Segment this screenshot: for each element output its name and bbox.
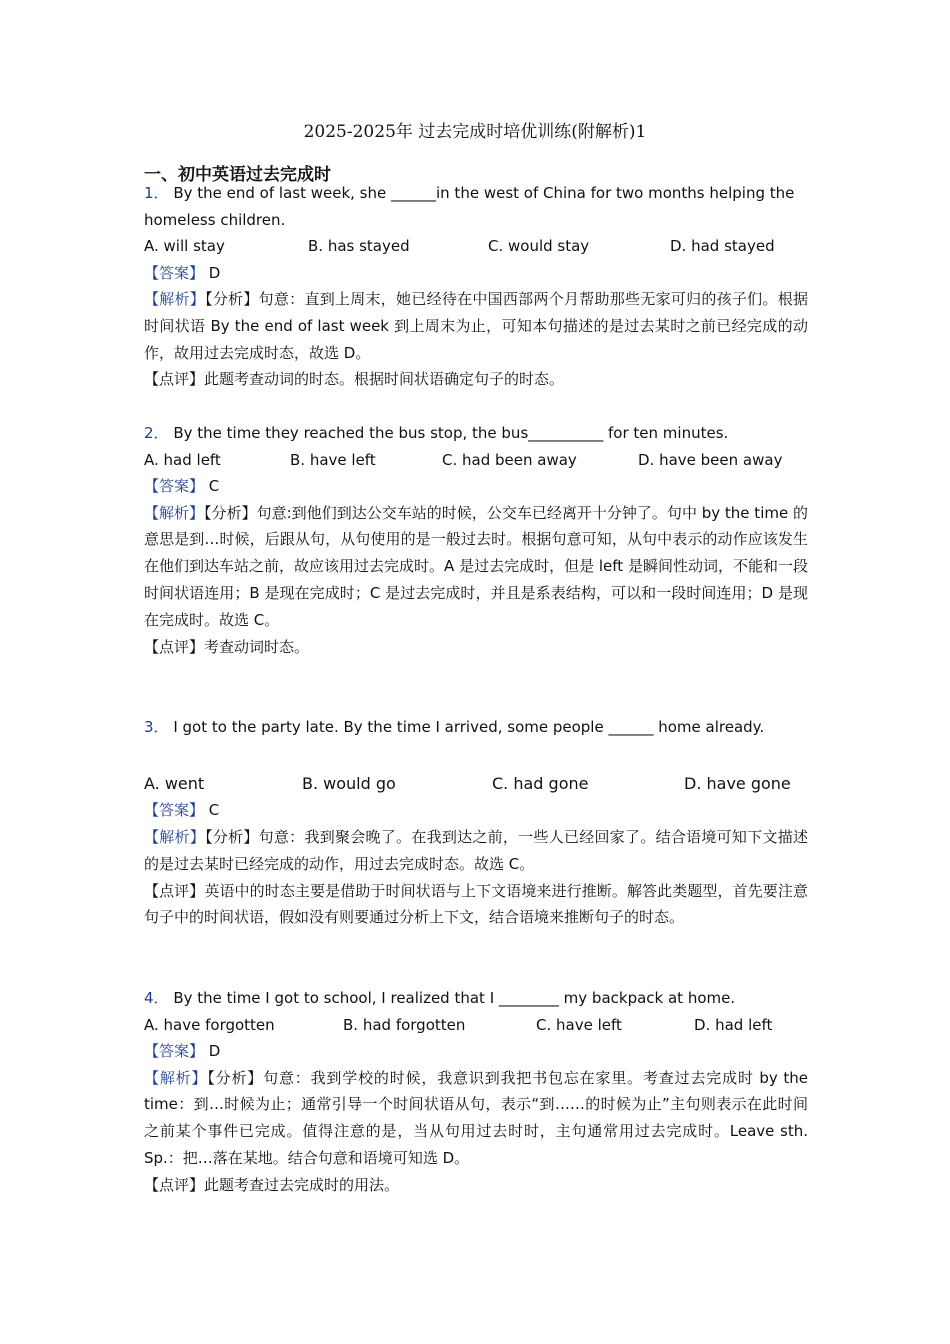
question-stem bbox=[144, 985, 808, 1012]
analysis-block bbox=[144, 824, 808, 878]
answer-value: C bbox=[208, 477, 220, 496]
answer-label: 【答案】 bbox=[144, 477, 205, 496]
answer-label: 【答案】 bbox=[144, 801, 205, 820]
options-row bbox=[144, 233, 808, 260]
comment-line: 【点评】考查动词时态。 bbox=[144, 637, 310, 656]
analysis-text: 【分析】句意：我到学校的时候，我意识到我把书包忘在家里。考查过去完成时 by the time：到…时候为止；通常引导一个时间状语从句，表示“到……的时候为止”主句则表示在此时间之前某个事件已完成。值得注意的是，当从句用过去时时，主句通常用过去完成时。Leave sth. Sp.：把…落在某地。结合句意和语境可知选 D。 bbox=[144, 1068, 808, 1168]
question-stem bbox=[144, 420, 808, 447]
analysis-label: 【解析】 bbox=[144, 290, 206, 308]
option-d: D. had left bbox=[694, 1015, 773, 1034]
answer-line bbox=[144, 260, 808, 287]
analysis-text: 【分析】句意:到他们到达公交车站的时候，公交车已经离开十分钟了。句中 by the time 的意思是到…时候，后跟从句，从句使用的是一般过去时。根据句意可知，从句中表示的动作应该发生在他们到达车站之前，故应该用过去完成时。A 是过去完成时，但是 left 是瞬间性动词，不能和一段时间状语连用；B 是现在完成时；C 是过去完成时，并且是系表结构，可以和一段时间连用；D 是现在完成时。故选 C。 bbox=[144, 503, 808, 629]
comment-line: 【点评】此题考查过去完成时的用法。 bbox=[144, 1175, 400, 1194]
answer-label: 【答案】 bbox=[144, 1042, 205, 1061]
analysis-block bbox=[144, 1065, 808, 1172]
answer-value: D bbox=[208, 263, 221, 282]
option-d: D. have gone bbox=[684, 773, 791, 793]
question-stem bbox=[144, 180, 808, 233]
comment-line: 【点评】此题考查动词的时态。根据时间状语确定句子的时态。 bbox=[144, 370, 565, 389]
answer-line bbox=[144, 797, 808, 824]
option-d: D. have been away bbox=[638, 450, 783, 469]
question-list bbox=[144, 180, 808, 1199]
option-a: A. had left bbox=[144, 450, 221, 469]
question-text: By the time they reached the bus stop, the bus__________ for ten minutes. bbox=[173, 424, 729, 443]
question-number: 4． bbox=[144, 989, 169, 1008]
spacer bbox=[144, 660, 808, 714]
spacer bbox=[144, 931, 808, 985]
option-a: A. went bbox=[144, 773, 205, 793]
option-b: B. have left bbox=[290, 450, 376, 469]
question-text: By the time I got to school, I realized that I ________ my backpack at home. bbox=[173, 989, 736, 1008]
analysis-label: 【解析】 bbox=[144, 1068, 208, 1087]
answer-label: 【答案】 bbox=[144, 263, 205, 282]
comment-line: 【点评】英语中的时态主要是借助于时间状语与上下文语境来进行推断。解答此类题型，首先要注意句子中的时间状语，假如没有则要通过分析上下文，结合语境来推断句子的时态。 bbox=[144, 881, 808, 927]
question-1 bbox=[144, 180, 808, 393]
answer-value: C bbox=[208, 801, 220, 820]
option-b: B. had forgotten bbox=[343, 1015, 466, 1034]
analysis-label: 【解析】 bbox=[144, 503, 205, 522]
section-heading: 一、初中英语过去完成时 bbox=[144, 165, 331, 185]
option-c: C. had gone bbox=[492, 773, 589, 793]
question-4 bbox=[144, 985, 808, 1198]
question-text: By the end of last week, she ______in the west of China for two months helping the homeless children. bbox=[144, 184, 795, 229]
option-c: C. have left bbox=[536, 1015, 622, 1034]
answer-value: D bbox=[208, 1042, 221, 1061]
question-number: 1． bbox=[144, 184, 169, 202]
answer-line bbox=[144, 473, 808, 500]
option-b: B. would go bbox=[302, 773, 396, 793]
option-c: C. would stay bbox=[488, 237, 590, 255]
analysis-block bbox=[144, 286, 808, 366]
option-c: C. had been away bbox=[442, 450, 577, 469]
question-text: I got to the party late. By the time I arrived, some people ______ home already. bbox=[173, 718, 765, 737]
question-stem bbox=[144, 714, 808, 741]
option-a: A. have forgotten bbox=[144, 1015, 275, 1034]
question-3 bbox=[144, 714, 808, 931]
question-number: 2． bbox=[144, 424, 169, 443]
options-row bbox=[144, 447, 808, 474]
options-row bbox=[144, 771, 808, 798]
spacer bbox=[144, 741, 808, 771]
options-row bbox=[144, 1012, 808, 1039]
answer-line bbox=[144, 1038, 808, 1065]
option-d: D. had stayed bbox=[670, 237, 775, 255]
option-b: B. has stayed bbox=[308, 237, 410, 255]
analysis-block bbox=[144, 500, 808, 634]
question-number: 3． bbox=[144, 718, 169, 737]
analysis-label: 【解析】 bbox=[144, 827, 206, 846]
document-title: 2025-2025年 过去完成时培优训练(附解析)1 bbox=[303, 122, 647, 142]
analysis-text: 【分析】句意：我到聚会晚了。在我到达之前，一些人已经回家了。结合语境可知下文描述的是过去某时已经完成的动作，用过去完成时态。故选 C。 bbox=[144, 827, 808, 873]
option-a: A. will stay bbox=[144, 237, 225, 255]
spacer bbox=[144, 393, 808, 420]
analysis-text: 【分析】句意：直到上周末，她已经待在中国西部两个月帮助那些无家可归的孩子们。根据时间状语 By the end of last week 到上周末为止，可知本句描述的是过去某时之前已经完成的动作，故用过去完成时态，故选 D。 bbox=[144, 290, 808, 362]
question-2 bbox=[144, 420, 808, 660]
